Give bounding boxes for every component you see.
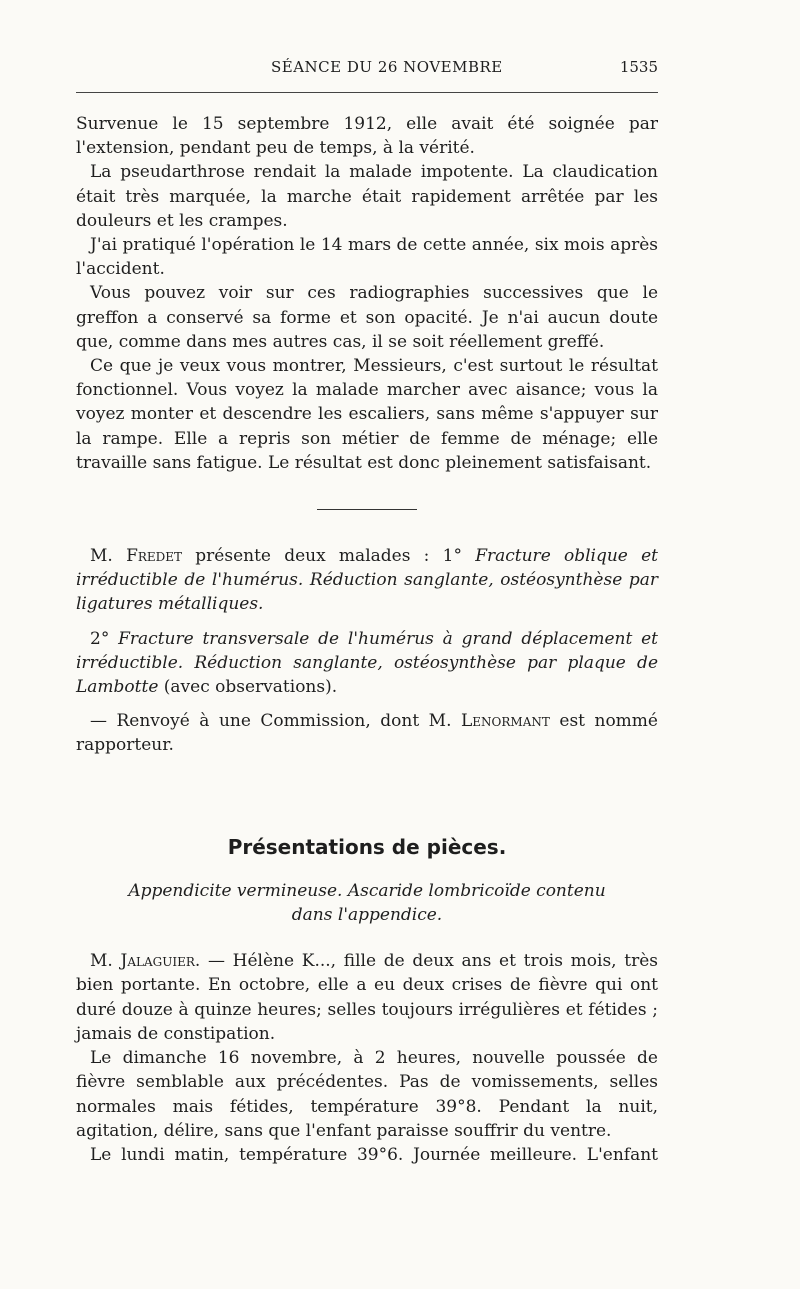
speaker-name: Fredet — [126, 546, 183, 567]
speaker-prefix: M. — [90, 951, 121, 972]
commission-text-end: est nommé rapporteur. — [76, 711, 658, 756]
page-body — [76, 112, 658, 1167]
commission-note — [76, 709, 658, 757]
case-subtitle — [76, 879, 658, 927]
commission-text: — Renvoyé à une Commission, dont M. — [90, 711, 461, 732]
header-title: SÉANCE DU 26 NOVEMBRE — [271, 58, 503, 76]
speaker-prefix: M. — [90, 546, 127, 567]
paragraph: La pseudarthrose rendait la malade impotente. La claudication était très marquée, la marche était rapidement arrêtée par les douleurs et les crampes. — [76, 162, 658, 231]
subtitle-line: dans l'appendice. — [291, 905, 443, 926]
paragraph: Le dimanche 16 novembre, à 2 heures, nouvelle poussée de fièvre semblable aux précédentes. Pas de vomissements, selles normales mais fétides, température 39°8. Pendant la nuit, agitation, délire, sans que l'enfant paraisse souffrir du ventre. — [76, 1048, 658, 1141]
case-title-2: Fracture transversale de l'humérus à grand déplacement et irréductible. Réduction sanglante, ostéosynthèse par plaque de Lambotte — [76, 628, 658, 698]
paragraph: J'ai pratiqué l'opération le 14 mars de cette année, six mois après l'accident. — [76, 235, 658, 280]
page-number: 1535 — [619, 58, 658, 76]
paragraph: Vous pouvez voir sur ces radiographies successives que le greffon a conservé sa forme et son opacité. Je n'ai aucun doute que, comme dans mes autres cas, il se soit réellement greffé. — [76, 283, 658, 352]
paragraph: Survenue le 15 septembre 1912, elle avait été soignée par l'extension, pendant peu de temps, à la vérité. — [76, 114, 658, 159]
spacer — [317, 788, 417, 789]
section-divider — [317, 509, 417, 510]
section-heading: Présentations de pièces. — [227, 834, 507, 859]
jalaguier-text: . — Hélène K..., fille de deux ans et trois mois, très bien portante. En octobre, elle a eu deux crises de fièvre qui ont duré douze à quinze heures; selles toujours irrégulières et fétides ; jamais de constipation. — [76, 951, 659, 1044]
case-title-1: Fracture oblique et irréductible de l'humérus. Réduction sanglante, ostéosynthèse par ligatures métalliques. — [76, 546, 659, 615]
subtitle-line: Appendicite vermineuse. Ascaride lombricoïde contenu — [128, 880, 606, 901]
paragraph: Le lundi matin, température 39°6. Journée meilleure. L'enfant — [90, 1144, 658, 1165]
running-header — [76, 50, 658, 80]
rapporteur-name: Lenormant — [461, 711, 550, 732]
fredet-text: présente deux malades : 1° — [182, 546, 476, 567]
speaker-name: Jalaguier — [120, 951, 195, 972]
case-note: (avec observations). — [158, 677, 338, 698]
case-number: 2° — [90, 628, 119, 649]
header-rule — [76, 92, 658, 93]
jalaguier-paragraph — [76, 949, 658, 1046]
paragraph: Ce que je veux vous montrer, Messieurs, c'est surtout le résultat fonctionnel. Vous voyez la malade marcher avec aisance; vous la voyez monter et descendre les escaliers, sans même s'appuyer sur la rampe. Elle a repris son métier de femme de ménage; elle travaille sans fatigue. Le résultat est donc pleinement satisfaisant. — [76, 356, 658, 473]
fredet-paragraph — [76, 544, 658, 617]
fredet-case-2 — [76, 627, 658, 700]
page — [76, 50, 659, 1165]
